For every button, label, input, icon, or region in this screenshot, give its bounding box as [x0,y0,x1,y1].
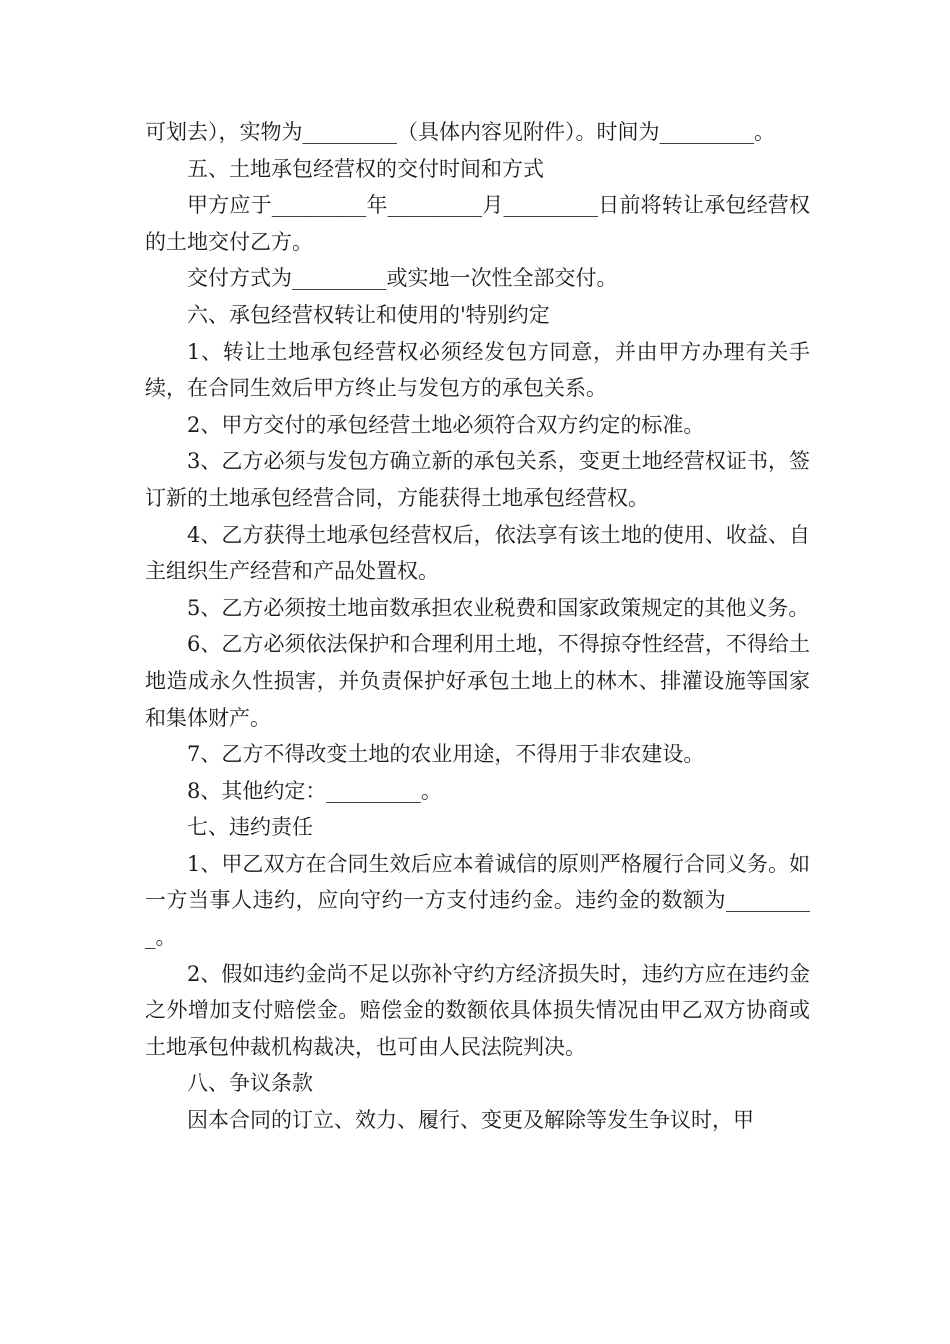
clause-item: 1、甲乙双方在合同生效后应本着诚信的原则严格履行合同义务。如一方当事人违约，应向守约一方支付违约金。违约金的数额为_________。 [145,851,810,950]
paragraph: 因本合同的订立、效力、履行、变更及解除等发生争议时，甲 [187,1108,754,1133]
section-heading-5: 五、土地承包经营权的交付时间和方式 [187,156,544,181]
section-heading-6: 六、承包经营权转让和使用的'特别约定 [187,302,550,327]
clause-item: 7、乙方不得改变土地的农业用途，不得用于非农建设。 [187,742,705,767]
clause-item: 3、乙方必须与发包方确立新的承包关系，变更土地经营权证书，签订新的土地承包经营合同，方能获得土地承包经营权。 [145,449,810,510]
clause-item: 2、假如违约金尚不足以弥补守约方经济损失时，违约方应在违约金之外增加支付赔偿金。赔偿金的数额依具体损失情况由甲乙双方协商或土地承包仲裁机构裁决，也可由人民法院判决。 [145,961,810,1059]
section-heading-8: 八、争议条款 [187,1071,313,1096]
clause-item: 2、甲方交付的承包经营土地必须符合双方约定的标准。 [187,412,705,437]
document-page [145,114,810,1139]
clause-item: 4、乙方获得土地承包经营权后，依法享有该土地的使用、收益、自主组织生产经营和产品处置权。 [145,522,810,584]
clause-item: 6、乙方必须依法保护和合理利用土地，不得掠夺性经营，不得给土地造成永久性损害，并负责保护好承包土地上的林木、排灌设施等国家和集体财产。 [145,632,810,730]
clause-item: 8、其他约定：_________。 [187,778,442,803]
section-heading-7: 七、违约责任 [187,815,313,840]
paragraph: 交付方式为_________或实地一次性全部交付。 [187,266,618,291]
clause-item: 1、转让土地承包经营权必须经发包方同意，并由甲方办理有关手续，在合同生效后甲方终止与发包方的承包关系。 [145,339,810,401]
paragraph-continuation: 可划去），实物为_________（具体内容见附件）。时间为_________。 [145,120,775,144]
paragraph: 甲方应于_________年_________月_________日前将转让承包经营权的土地交付乙方。 [145,193,810,254]
clause-item: 5、乙方必须按土地亩数承担农业税费和国家政策规定的其他义务。 [187,595,810,620]
